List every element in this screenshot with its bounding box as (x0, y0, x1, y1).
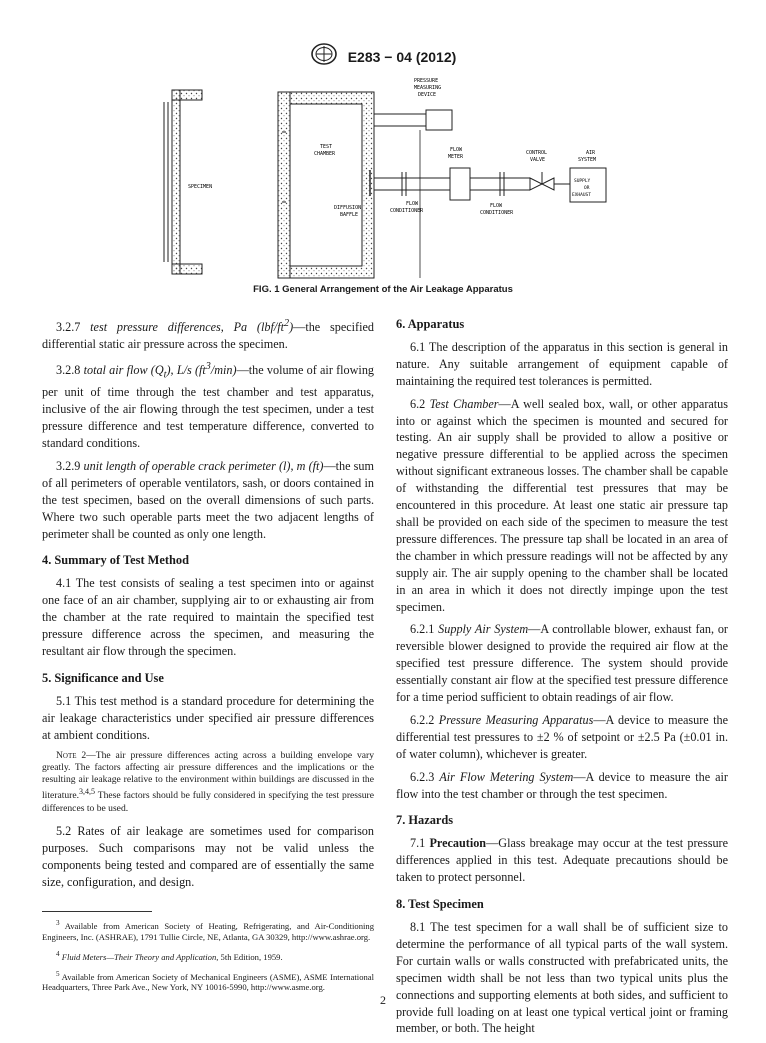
supply-exhaust-label: SUPPLY OR EXHAUST (572, 179, 591, 198)
paragraph-6-1: 6.1 The description of the apparatus in this section is general in nature. Any suitable arrangement of equipment capable of maintaining the required test tolerances is permitted. (396, 339, 728, 388)
section-6-heading: 6. Apparatus (396, 317, 465, 331)
note-2: Note 2—The air pressure differences acting across a building envelope vary greatly. The factors affecting air pressure differences and the implications or the resulting air leakage relative to the environment within buildings are discussed in the literature.$^{3,4,5}$ These factors should be fully considered in specifying the test pressure differences to be used. (42, 749, 374, 814)
paragraph-6-2-2: 6.2.2 Pressure Measuring Apparatus—A device to measure the differential test pressures to ±2 % of setpoint or ±2.5 Pa (±0.01 in. of water column), whichever is greater. (396, 712, 728, 761)
paragraph-6-2-1: 6.2.1 Supply Air System—A controllable blower, exhaust fan, or reversible blower designed to provide the required air flow at the specified test pressure difference. The system should provide essentially constant air flow at the specified test pressure difference for a time period sufficient to obtain readings of air flow. (396, 622, 728, 705)
page-header (0, 43, 766, 70)
section-7-heading: 7. Hazards (396, 813, 454, 828)
control-valve-label: CONTROL VALVE (526, 150, 548, 163)
right-column (396, 316, 728, 1043)
paragraph-5-2: 5.2 Rates of air leakage are sometimes used for comparison purposes. Such comparisons may not be valid unless the components being tested and compared are of essentially the same size, configuration, and design. (42, 824, 374, 889)
test-chamber-label: TEST CHAMBER (314, 144, 336, 157)
paragraph-3-2-8: 3.2.8 total air flow $(Q_t)$, L/s $(ft^3/\min)—the$ volume of air flowing per unit of time through the test chamber and test apparatus, inclusive of the air flowing through the test specimen, under a test pressure difference and test temperature difference, converted to standard conditions. (42, 360, 375, 450)
paragraph-8-1: 8.1 The test specimen for a wall shall be of sufficient size to determine the performance of all typical parts of the wall system. For curtain walls or walls constructed with prefabricated units, the specimen width shall be not less than two typical units plus the connections and supporting elements at both sides, and sufficient to provide full loading on at least one typical vertical joint or framing member, or both. The height (396, 920, 728, 1036)
footnote-4: $^4$ Fluid Meters—Their Theory and Application, 5th Edition, 1959. (56, 949, 283, 962)
left-column (42, 316, 374, 999)
flow-conditioner-2-label: FLOW CONDITIONER (480, 203, 514, 216)
specimen-label: SPECIMEN (188, 184, 213, 190)
figure-caption: FIG. 1 General Arrangement of the Air Leakage Apparatus (253, 284, 513, 295)
footnote-3: $^3$ Available from American Society of Heating, Refrigerating, and Air-Conditioning Engineers, Inc. (ASHRAE), 1791 Tullie Circle, NE, Atlanta, GA 30329, http://www.ashrae.org. (42, 918, 374, 942)
diffusion-baffle-label: DIFFUSION BAFFLE (334, 205, 362, 218)
paragraph-5-1: 5.1 This test method is a standard procedure for determining the air leakage characteristics under specified air pressure differences at ambient conditions. (42, 693, 374, 742)
section-5-heading: 5. Significance and Use (42, 670, 164, 685)
paragraph-6-2: 6.2 Test Chamber—A well sealed box, wall, or other apparatus into or against which the specimen is mounted and secured for testing. An air supply shall be provided to allow a positive or negative pressure differential to be applied across the specimen without significant extraneous losses. The chamber shall be capable of withstanding the differential test pressures that may be encountered in this procedure. At least one static air pressure tap shall be provided on each side of the specimen to measure the test pressure differences. The pressure tap shall be located in an area of the chamber in which pressure readings will not be affected by any supply air. The air supply opening to the chamber shall be located in an area in which it does not directly impinge upon the test specimen. (396, 396, 729, 614)
page-number: 2 (380, 993, 386, 1007)
section-4-heading: 4. Summary of Test Method (42, 553, 189, 568)
test-chamber (278, 92, 374, 278)
footnote-5: $^5$ Available from American Society of Mechanical Engineers (ASME), ASME International Headquarters, Three Park Ave., New York, NY 10016-5990, http://www.asme.org. (42, 969, 374, 993)
paragraph-4-1: 4.1 The test consists of sealing a test specimen into or against one face of an air chamber, supplying air to or exhausting air from the chamber at the rate required to maintain the specified test pressure difference across the specimen, and measuring the resultant air flow through the specimen. (42, 576, 374, 658)
paragraph-3-2-7: 3.2.7 test pressure differences, Pa $(lbf/ft^2)—the$ specified differential static air pressure across the specimen. (42, 318, 374, 351)
footnote-rule (42, 911, 152, 912)
flow-conditioner-1-label: FLOW CONDITIONER (390, 201, 424, 214)
figure-air-leakage-apparatus (150, 72, 620, 282)
flow-meter-label: FLOW METER (448, 147, 464, 160)
section-8-heading: 8. Test Specimen (396, 897, 484, 912)
paragraph-6-2-3: 6.2.3 Air Flow Metering System—A device to measure the air flow into the test chamber or through the test specimen. (396, 769, 728, 801)
pressure-measuring-device (426, 110, 452, 130)
astm-logo (310, 43, 338, 70)
standard-designation: E283 − 04 (2012) (347, 48, 457, 65)
paragraph-3-2-9: 3.2.9 unit length of operable crack perimeter (l), m (ft)—the sum of all perimeters of operable ventilators, sash, or doors contained in the test specimen, based on the overall dimensions of such parts. Where two such operable parts meet the two adjacent lengths of perimeter shall be counted as only one length. (42, 458, 374, 541)
pressure-device-label: PRESSURE MEASURING DEVICE (414, 78, 442, 98)
paragraph-7-1: 7.1 Precaution—Glass breakage may occur at the test pressure differences applied in this test. Adequate precautions should be taken to protect personnel. (396, 836, 729, 885)
air-system-label: AIR SYSTEM (578, 150, 597, 163)
specimen-frame (164, 90, 202, 274)
